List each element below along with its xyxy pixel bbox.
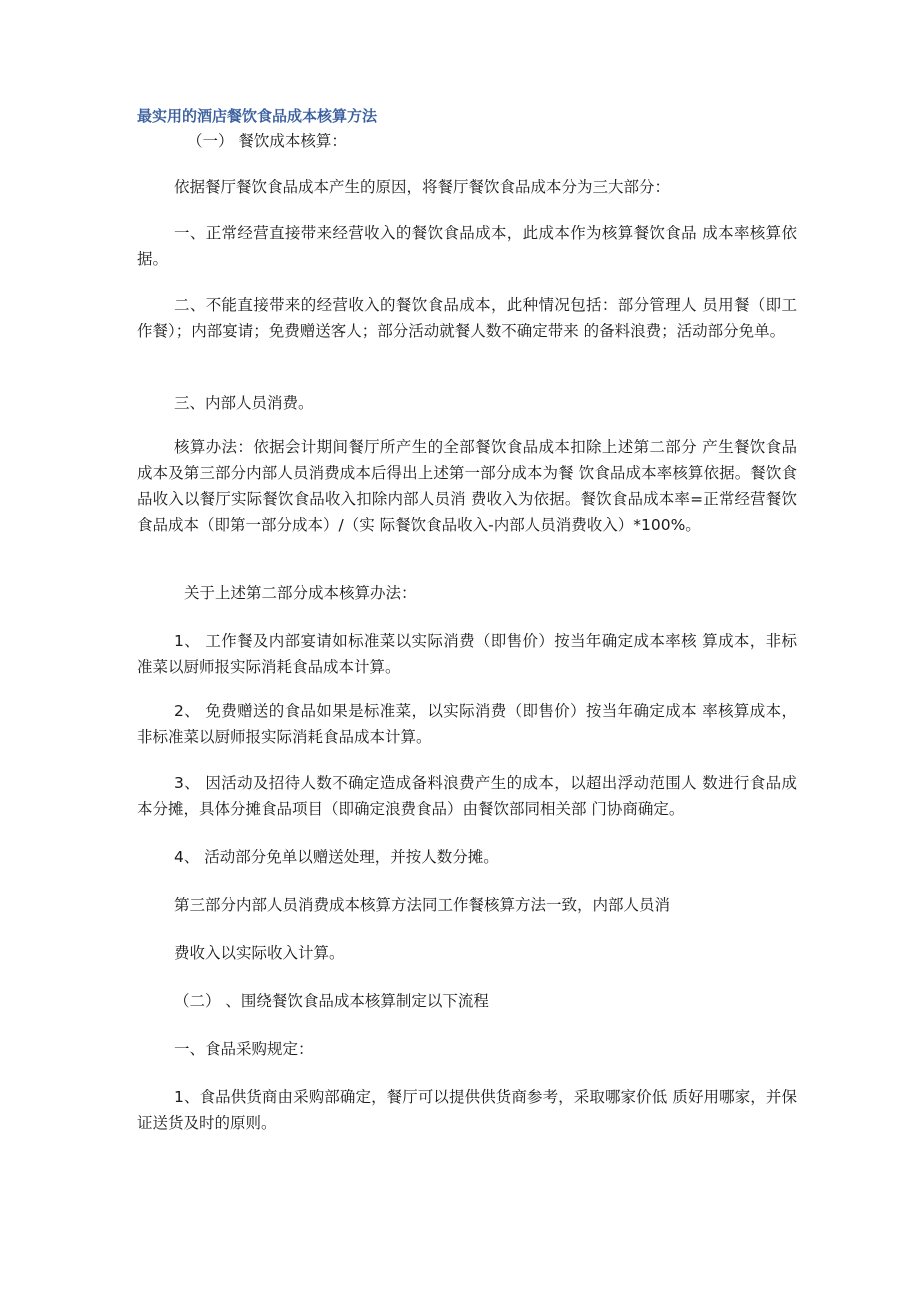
- part2-paragraph: 二、不能直接带来的经营收入的餐饮食品成本，此种情况包括：部分管理人 员用餐（即工作餐）；内部宴请；免费赠送客人；部分活动就餐人数不确定带来 的备料浪费；活动部分免单。: [137, 296, 797, 340]
- part3-method-line-2: 费收入以实际收入计算。: [174, 944, 345, 962]
- intro-paragraph: 依据餐厅餐饮食品成本产生的原因，将餐厅餐饮食品成本分为三大部分：: [174, 178, 671, 196]
- purchase-heading: 一、食品采购规定：: [174, 1040, 314, 1058]
- section2-heading: （二） 、围绕餐饮食品成本核算制定以下流程: [174, 992, 489, 1010]
- document-title: 最实用的酒店餐饮食品成本核算方法: [137, 107, 378, 125]
- section1-heading: （一） 餐饮成本核算：: [187, 132, 347, 150]
- method-item-2: 2、 免费赠送的食品如果是标准菜，以实际消费（即售价）按当年确定成本 率核算成本，非标准菜以厨师报实际消耗食品成本计算。: [137, 702, 797, 746]
- method-item-1: 1、 工作餐及内部宴请如标准菜以实际消费（即售价）按当年确定成本率核 算成本，非标准菜以厨师报实际消耗食品成本计算。: [137, 632, 797, 676]
- method-item-3: 3、 因活动及招待人数不确定造成备料浪费产生的成本，以超出浮动范围人 数进行食品成本分摊，具体分摊食品项目（即确定浪费食品）由餐饮部同相关部 门协商确定。: [137, 774, 797, 818]
- purchase-item-1: 1、食品供货商由采购部确定，餐厅可以提供供货商参考，采取哪家价低 质好用哪家，并保证送货及时的原则。: [137, 1088, 797, 1132]
- part1-paragraph: 一、正常经营直接带来经营收入的餐饮食品成本，此成本作为核算餐饮食品 成本率核算依据。: [137, 224, 797, 268]
- method-item-4: 4、 活动部分免单以赠送处理，并按人数分摊。: [174, 848, 499, 866]
- part2-method-heading: 关于上述第二部分成本核算办法：: [184, 584, 417, 602]
- method-paragraph: 核算办法：依据会计期间餐厅所产生的全部餐饮食品成本扣除上述第二部分 产生餐饮食品成本及第三部分内部人员消费成本后得出上述第一部分成本为餐 饮食品成本率核算依据。餐饮食品收入以餐厅实际餐饮食品收入扣除内部人员消 费收入为依据。餐饮食品成本率=正常经营餐饮食品成本（即第一部分成本）/（实 际餐饮食品收入-内部人员消费收入）*100%。: [137, 438, 797, 534]
- part3-method-line-1: 第三部分内部人员消费成本核算方法同工作餐核算方法一致，内部人员消: [174, 896, 671, 914]
- part3-paragraph: 三、内部人员消费。: [174, 394, 314, 412]
